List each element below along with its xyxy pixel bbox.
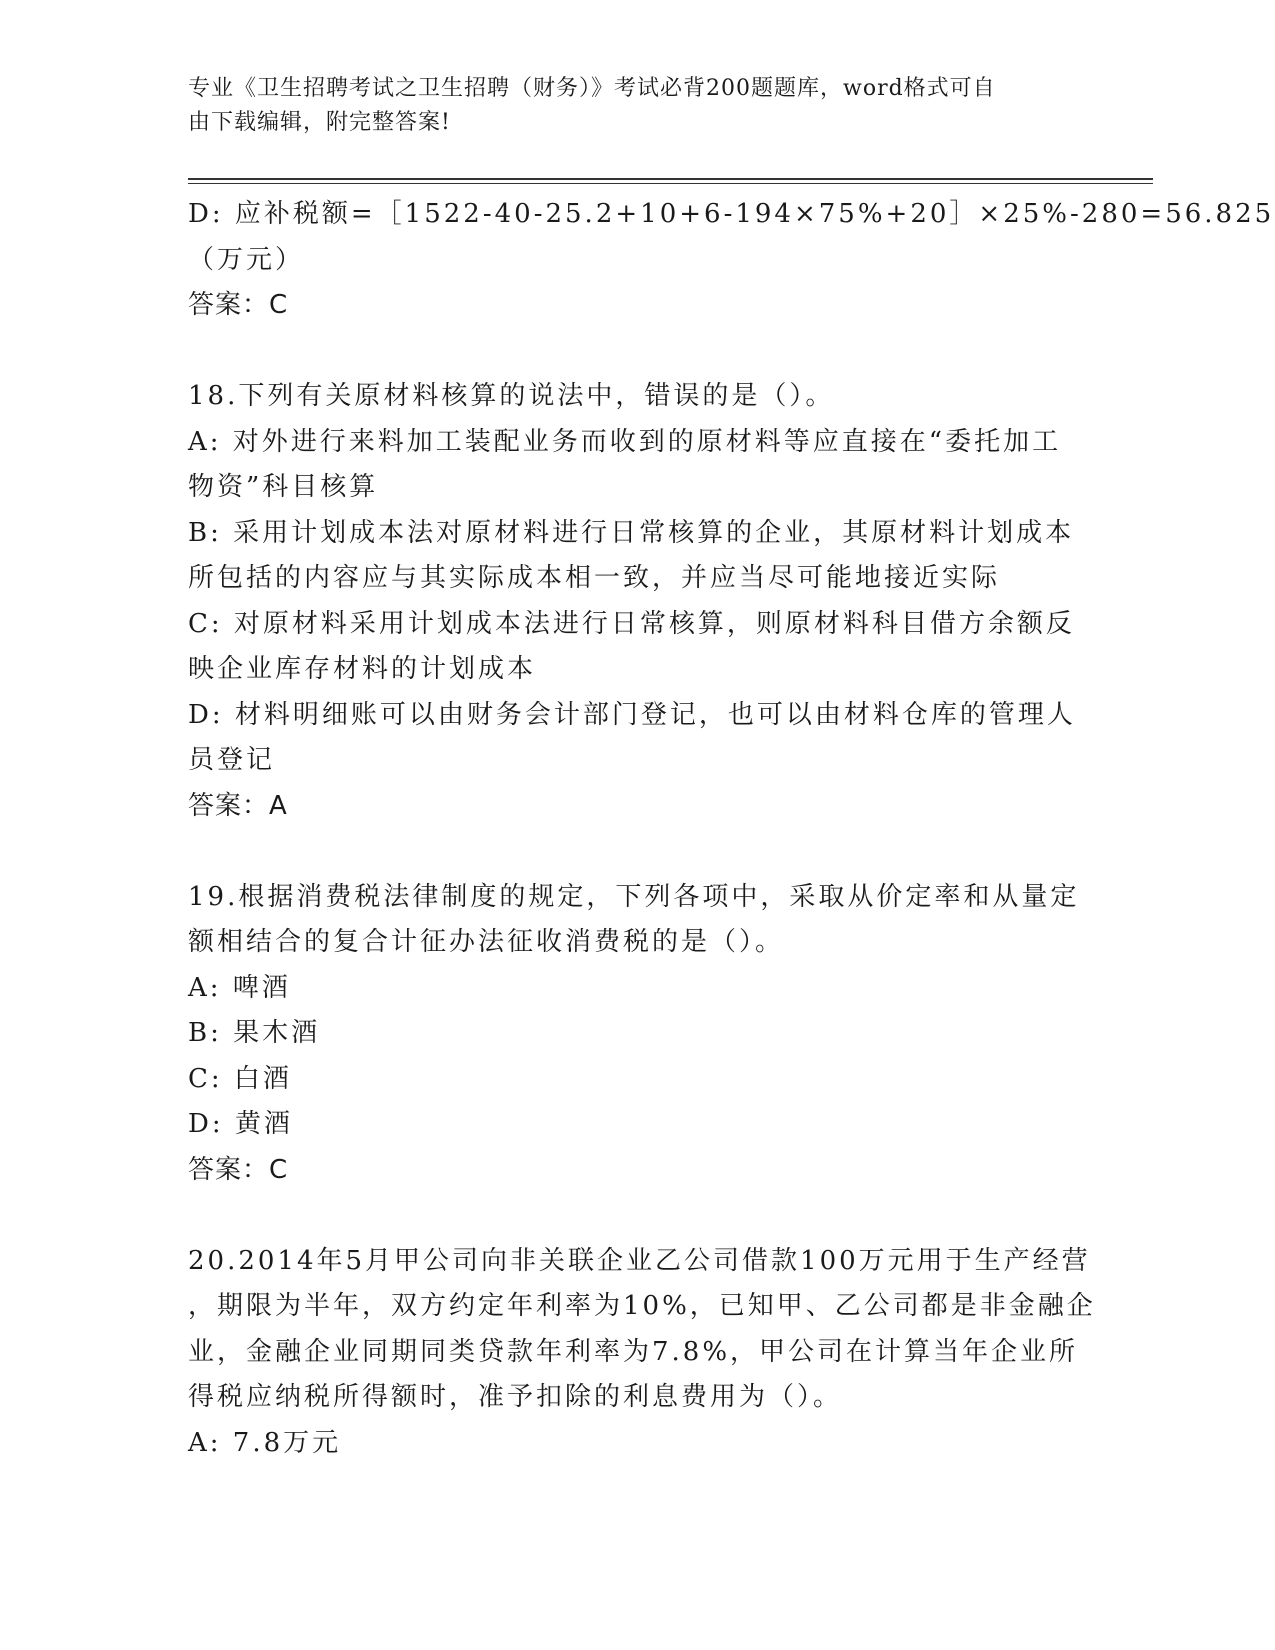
question-stem-line-3: 业，金融企业同期同类贷款年利率为7.8%，甲公司在计算当年企业所 xyxy=(188,1336,1079,1367)
spacer xyxy=(188,329,1078,375)
question-stem-line-2: ，期限为半年，双方约定年利率为10%，已知甲、乙公司都是非金融企 xyxy=(188,1291,1096,1321)
option-a: A: 7.8万元 xyxy=(188,1427,342,1458)
option-a: A: 啤酒 xyxy=(188,972,291,1003)
spacer xyxy=(188,1193,1078,1239)
option-a-line-1: A: 对外进行来料加工装配业务而收到的原材料等应直接在“委托加工 xyxy=(188,426,1062,457)
document-body xyxy=(188,192,1275,1466)
option-c: C: 白酒 xyxy=(188,1063,292,1094)
header-line-1: 专业《卫生招聘考试之卫生招聘（财务）》考试必背200题题库，word格式可自 xyxy=(188,76,996,101)
option-b-line-2: 所包括的内容应与其实际成本相一致，并应当尽可能地接近实际 xyxy=(188,563,1001,593)
option-d-line-2: （万元） xyxy=(188,244,305,275)
option-b-line-1: B: 采用计划成本法对原材料进行日常核算的企业，其原材料计划成本 xyxy=(188,517,1075,548)
question-stem-line-4: 得税应纳税所得额时，准予扣除的利息费用为（）。 xyxy=(188,1382,843,1412)
answer-label: 答案：C xyxy=(188,290,289,320)
answer-label: 答案：A xyxy=(188,790,288,821)
header-divider-thin xyxy=(188,183,1153,184)
question-stem-line-1: 20.2014年5月甲公司向非关联企业乙公司借款100万元用于生产经营 xyxy=(188,1245,1091,1276)
question-20 xyxy=(188,1239,1096,1467)
question-19 xyxy=(188,875,1078,1194)
question-stem-line-1: 19.根据消费税法律制度的规定，下列各项中，采取从价定率和从量定 xyxy=(188,881,1080,912)
option-c-line-2: 映企业库存材料的计划成本 xyxy=(188,654,537,684)
option-d: D: 黄酒 xyxy=(188,1109,293,1139)
question-stem-line-2: 额相结合的复合计征办法征收消费税的是（）。 xyxy=(188,927,785,957)
option-d-line-1: D: 材料明细账可以由财务会计部门登记，也可以由材料仓库的管理人 xyxy=(188,699,1076,730)
question-stem: 18.下列有关原材料核算的说法中，错误的是（）。 xyxy=(188,381,835,411)
spacer xyxy=(188,829,1078,875)
header-line-2: 由下载编辑，附完整答案! xyxy=(188,110,451,135)
question-17-tail xyxy=(188,192,1275,329)
header-divider-thick xyxy=(188,178,1153,180)
question-18 xyxy=(188,374,1078,829)
option-d-line-1: D: 应补税额=［1522-40-25.2+10+6-194×75%+20］×25%-280=56.825 xyxy=(188,199,1275,229)
document-header xyxy=(188,72,1068,140)
option-b: B: 果木酒 xyxy=(188,1018,321,1048)
answer-label: 答案：C xyxy=(188,1154,289,1185)
option-d-line-2: 员登记 xyxy=(188,745,276,775)
option-c-line-1: C: 对原材料采用计划成本法进行日常核算，则原材料科目借方余额反 xyxy=(188,608,1075,639)
option-a-line-2: 物资”科目核算 xyxy=(188,472,379,502)
